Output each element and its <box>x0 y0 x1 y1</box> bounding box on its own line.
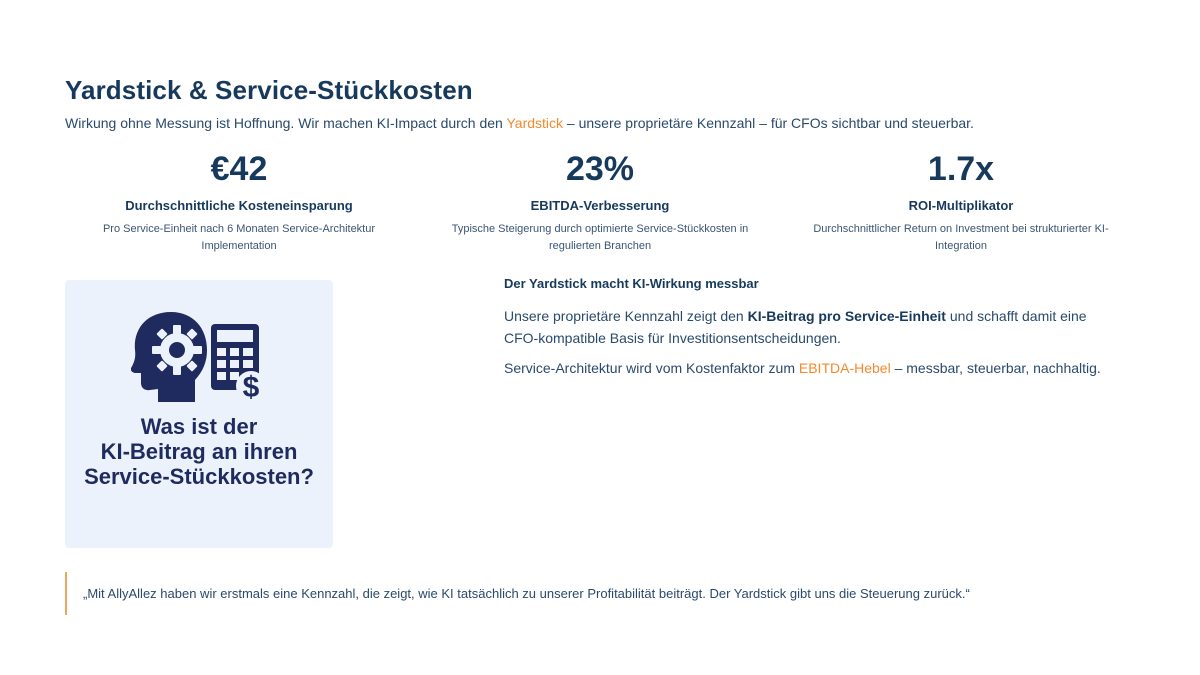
stat-label: Durchschnittliche Kosteneinsparung <box>125 198 353 213</box>
text: und schafft damit eine CFO-kompatible Basis für Investitionsentscheidungen. <box>504 308 1087 346</box>
stat-ebitda <box>435 148 765 255</box>
stat-description: Typische Steigerung durch optimierte Service-Stückkosten in regulierten Branchen <box>451 223 749 252</box>
card-question <box>65 414 333 489</box>
stat-description: Pro Service-Einheit nach 6 Monaten Service-Architektur Implementation <box>102 223 376 252</box>
paragraph-ebitda <box>504 357 1114 379</box>
stat-description: Durchschnittlicher Return on Investment bei strukturierter KI-Integration <box>813 223 1109 252</box>
page-title: Yardstick & Service-Stückkosten <box>65 75 473 106</box>
highlight-text: EBITDA-Hebel <box>798 360 891 376</box>
yardstick-explanation <box>504 276 1114 387</box>
bold-text: KI-Beitrag pro Service-Einheit <box>747 308 946 324</box>
stat-label: EBITDA-Verbesserung <box>530 198 670 213</box>
intro-text-before: Wirkung ohne Messung ist Hoffnung. Wir machen KI-Impact durch den <box>65 115 507 131</box>
card-line: Was ist der <box>140 414 258 439</box>
paragraph-kpi <box>504 305 1114 349</box>
stat-value: 1.7x <box>927 150 995 188</box>
testimonial-quote: „Mit AllyAllez haben wir erstmals eine Kennzahl, die zeigt, wie KI tatsächlich zu unserer Profitabilität beiträgt. Der Yardstick gibt uns die Steuerung zurück.“ <box>65 572 1145 615</box>
stat-label: ROI-Multiplikator <box>908 198 1014 213</box>
card-line: KI-Beitrag an ihren <box>100 439 298 464</box>
intro-text <box>65 115 1145 131</box>
head-gear-calculator-dollar-icon <box>131 310 267 406</box>
text: Unsere proprietäre Kennzahl zeigt den <box>504 308 748 324</box>
text: Service-Architektur wird vom Kostenfaktor zum <box>504 360 799 376</box>
intro-highlight: Yardstick <box>506 115 564 131</box>
intro-text-after: – unsere proprietäre Kennzahl – für CFOs sichtbar und steuerbar. <box>563 115 974 131</box>
question-card <box>65 280 333 548</box>
text: – messbar, steuerbar, nachhaltig. <box>890 360 1101 376</box>
section-heading: Der Yardstick macht KI-Wirkung messbar <box>504 276 759 291</box>
stat-cost-saving <box>74 148 404 255</box>
stat-value: €42 <box>210 150 268 188</box>
svg-text:$: $ <box>242 371 260 404</box>
stat-roi <box>796 148 1126 255</box>
card-line: Service-Stückkosten? <box>84 464 314 489</box>
stat-value: 23% <box>565 150 635 188</box>
